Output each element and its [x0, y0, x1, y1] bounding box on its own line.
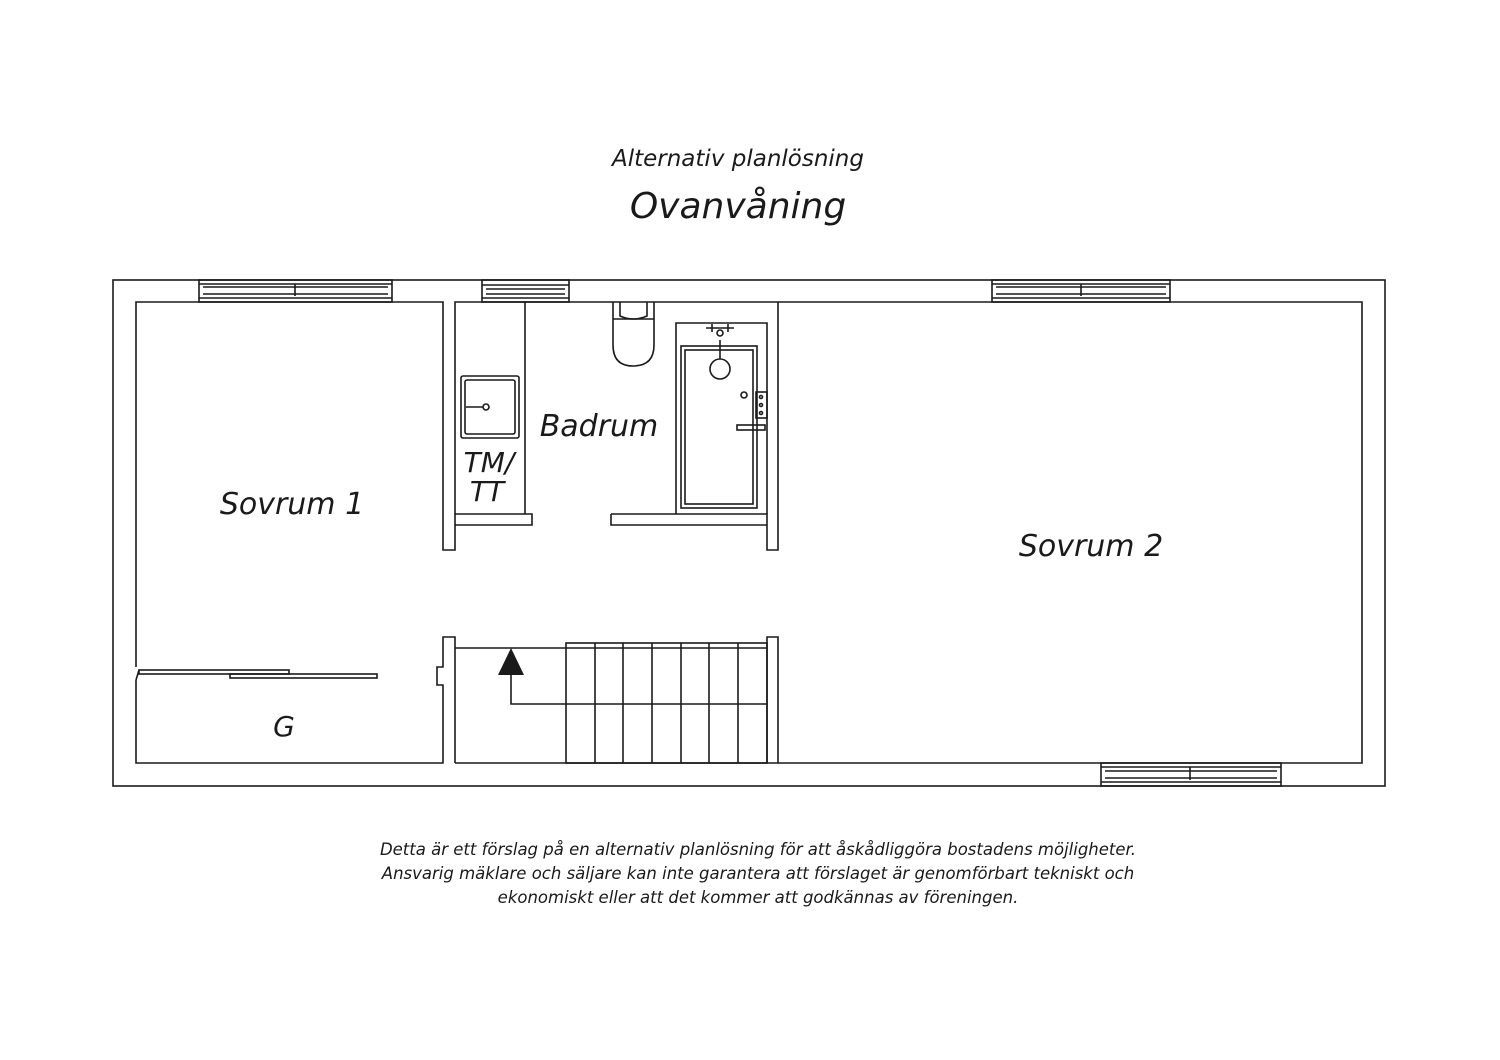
- room-label-garderob: G: [273, 710, 295, 743]
- washing-machine-icon: [461, 376, 519, 438]
- disclaimer: [330, 838, 1186, 910]
- room-label-badrum: Badrum: [539, 409, 659, 444]
- room-label-tmtt-2: TT: [469, 475, 505, 508]
- disclaimer-line-3: ekonomiskt eller att det kommer att godkännas av föreningen.: [497, 888, 1019, 907]
- window-sovrum1: [199, 280, 392, 302]
- shower-icon: [681, 324, 767, 508]
- window-sovrum2-top: [992, 280, 1170, 302]
- toilet-icon: [613, 302, 654, 366]
- disclaimer-line-2: Ansvarig mäklare och säljare kan inte garantera att förslaget är genomförbart tekniskt och: [381, 864, 1135, 883]
- staircase: [511, 643, 767, 763]
- room-label-tmtt-1: TM/: [463, 446, 515, 479]
- room-label-sovrum2: Sovrum 2: [1018, 529, 1164, 564]
- room-label-sovrum1: Sovrum 1: [219, 487, 365, 522]
- plan-title: Ovanvåning: [629, 186, 847, 227]
- window-sovrum2-bottom: [1101, 763, 1281, 786]
- outer-wall: [113, 280, 1385, 786]
- wardrobe-sliding-doors: [136, 670, 377, 680]
- stair-arrow-icon: [498, 648, 524, 675]
- window-tmtt: [482, 280, 569, 302]
- disclaimer-line-1: Detta är ett förslag på en alternativ planlösning för att åskådliggöra bostadens möjligheter.: [379, 840, 1137, 859]
- plan-subtitle: Alternativ planlösning: [611, 146, 864, 172]
